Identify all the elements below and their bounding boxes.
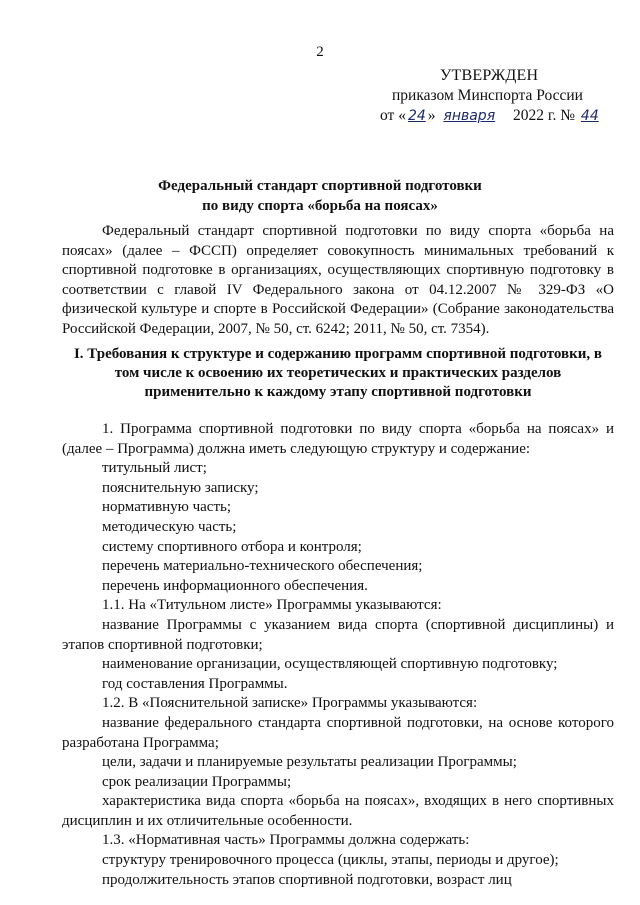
paragraph: название Программы с указанием вида спорта (спортивной дисциплины) и этапов спортивной подготовки; (62, 616, 614, 653)
list-item: структуру тренировочного процесса (циклы, этапы, периоды и другое); (102, 852, 559, 869)
approval-order: приказом Минспорта России (392, 87, 583, 104)
list-item: пояснительную записку; (102, 479, 259, 496)
intro-block (62, 222, 614, 340)
list-item: перечень материально-технического обеспечения; (102, 558, 423, 575)
body-text (62, 420, 614, 890)
section-title-line3: применительно к каждому этапу спортивной подготовки (144, 384, 532, 400)
paragraph: характеристика вида спорта «борьба на поясах», входящих в него спортивных дисциплин и их отличительные особенности. (62, 793, 614, 829)
list-item: систему спортивного отбора и контроля; (102, 538, 362, 555)
list-item: цели, задачи и планируемые результаты реализации Программы; (102, 754, 517, 771)
list-item: год составления Программы. (102, 675, 288, 692)
paragraph: 1.1. На «Титульном листе» Программы указываются: (102, 597, 442, 614)
date-day-handwritten: 24 (407, 108, 426, 124)
approval-date-line (380, 106, 620, 126)
document-title (0, 176, 640, 216)
section-title-line2: том числе к освоению их теоретических и практических разделов (114, 365, 562, 381)
list-item: титульный лист; (102, 460, 207, 477)
paragraph: 1. Программа спортивной подготовки по виду спорта «борьба на поясах» и (далее – Программа) должна иметь следующую структуру и содержание: (62, 421, 614, 457)
document-title-line2: по виду спорта «борьба на поясах» (202, 198, 438, 214)
approval-title: УТВЕРЖДЕН (440, 67, 539, 84)
page-number: 2 (316, 44, 324, 60)
document-title-line1: Федеральный стандарт спортивной подготовки (158, 178, 482, 194)
list-item: нормативную часть; (102, 499, 232, 516)
intro-paragraph: Федеральный стандарт спортивной подготовки по виду спорта «борьба на поясах» (далее – ФССП) определяет совокупность минимальных требований к спортивной подготовке в организациях, осуществляющих спортивную подготовку в соответствии с главой IV Федерального закона от 04.12.2007 № 329-ФЗ «О физической культуре и спорте в Российской Федерации» (Собрание законодательства Российской Федерации, 2007, № 50, ст. 6242; 2011, № 50, ст. 7354). (62, 223, 614, 337)
approval-block (380, 66, 620, 126)
date-prefix: от « (380, 107, 406, 124)
paragraph: 1.2. В «Пояснительной записке» Программы указываются: (102, 695, 478, 712)
date-sep: » (427, 107, 436, 124)
list-item: методическую часть; (102, 518, 237, 535)
list-item: срок реализации Программы; (102, 773, 292, 790)
paragraph: название федерального стандарта спортивной подготовки, на основе которого разработана Программа; (62, 714, 614, 751)
list-item: перечень информационного обеспечения. (102, 577, 368, 594)
section-title-line1: I. Требования к структуре и содержанию программ спортивной подготовки, в (73, 346, 603, 362)
section-title (62, 345, 614, 402)
order-number-handwritten: 44 (580, 108, 599, 124)
date-year: 2022 г. № (513, 107, 576, 124)
paragraph: 1.3. «Нормативная часть» Программы должна содержать: (102, 832, 470, 849)
list-item: продолжительность этапов спортивной подготовки, возраст лиц (102, 871, 512, 888)
list-item: наименование организации, осуществляющей спортивную подготовку; (102, 656, 558, 673)
date-month-handwritten: января (443, 108, 496, 124)
